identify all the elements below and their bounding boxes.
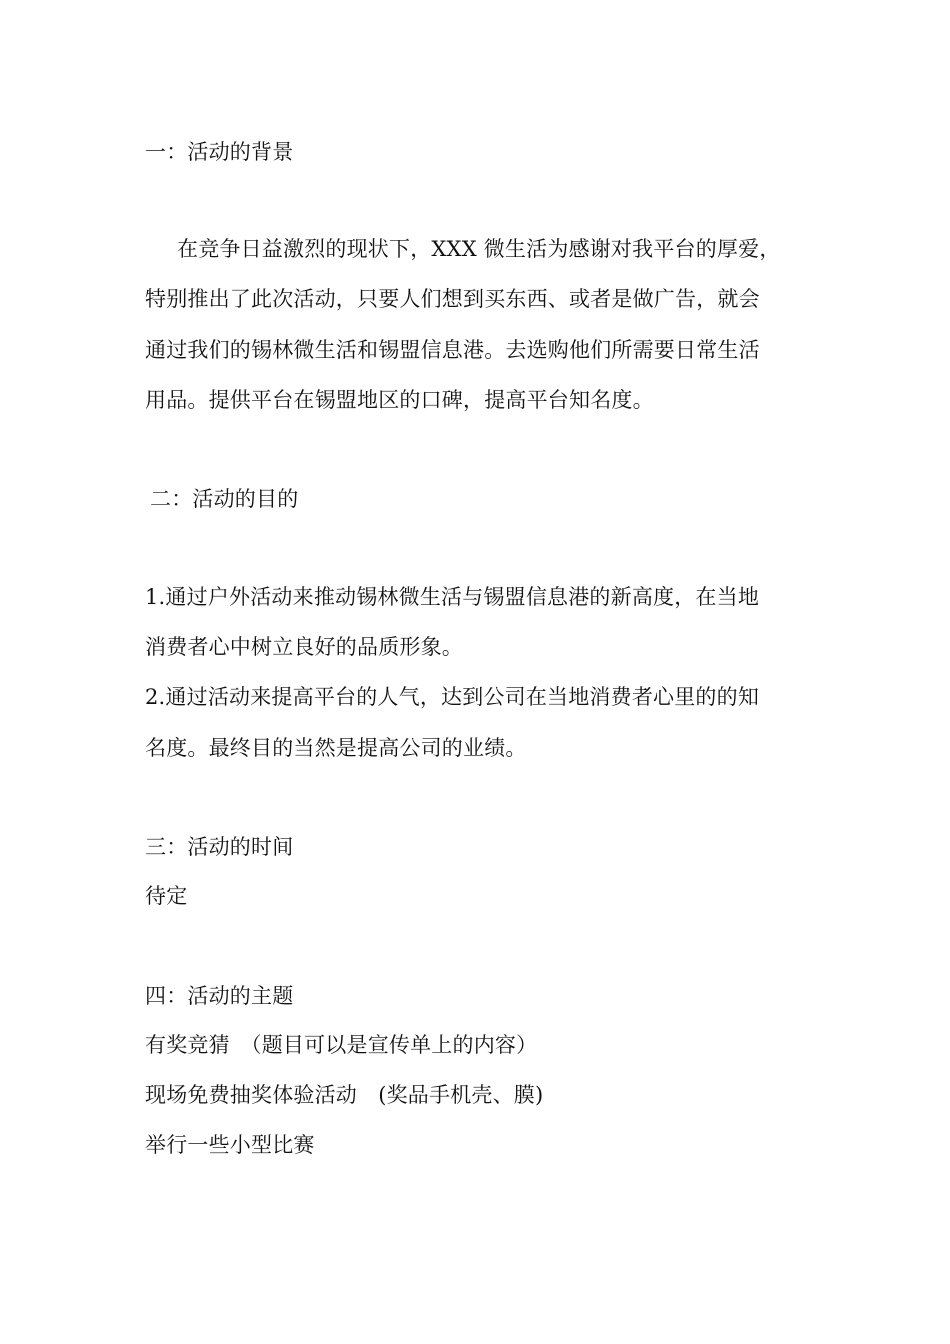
section-heading-theme: 四：活动的主题 xyxy=(145,984,294,1008)
time-value: 待定 xyxy=(145,884,188,908)
list-item: 有奖竞猜 （题目可以是宣传单上的内容） xyxy=(145,1033,538,1057)
list-item: 现场免费抽奖体验活动 (奖品手机壳、膜) xyxy=(145,1083,544,1107)
section-heading-time: 三：活动的时间 xyxy=(145,835,294,859)
paragraph-line: 1.通过户外活动来推动锡林微生活与锡盟信息港的新高度，在当地 xyxy=(145,585,760,609)
section-heading-purpose: 二：活动的目的 xyxy=(150,487,299,511)
list-item: 举行一些小型比赛 xyxy=(145,1133,315,1157)
paragraph-line: 2.通过活动来提高平台的人气，达到公司在当地消费者心里的的知 xyxy=(145,685,760,709)
paragraph-line: 通过我们的锡林微生活和锡盟信息港。去选购他们所需要日常生活 xyxy=(145,338,760,362)
paragraph-line: 特别推出了此次活动，只要人们想到买东西、或者是做广告，就会 xyxy=(145,287,760,311)
paragraph-line: 名度。最终目的当然是提高公司的业绩。 xyxy=(145,736,527,760)
section-heading-background: 一：活动的背景 xyxy=(145,140,294,164)
paragraph-line: 用品。提供平台在锡盟地区的口碑，提高平台知名度。 xyxy=(145,388,654,412)
paragraph-line: 在竞争日益激烈的现状下，XXX 微生活为感谢对我平台的厚爱， xyxy=(177,237,781,261)
paragraph-line: 消费者心中树立良好的品质形象。 xyxy=(145,635,463,659)
